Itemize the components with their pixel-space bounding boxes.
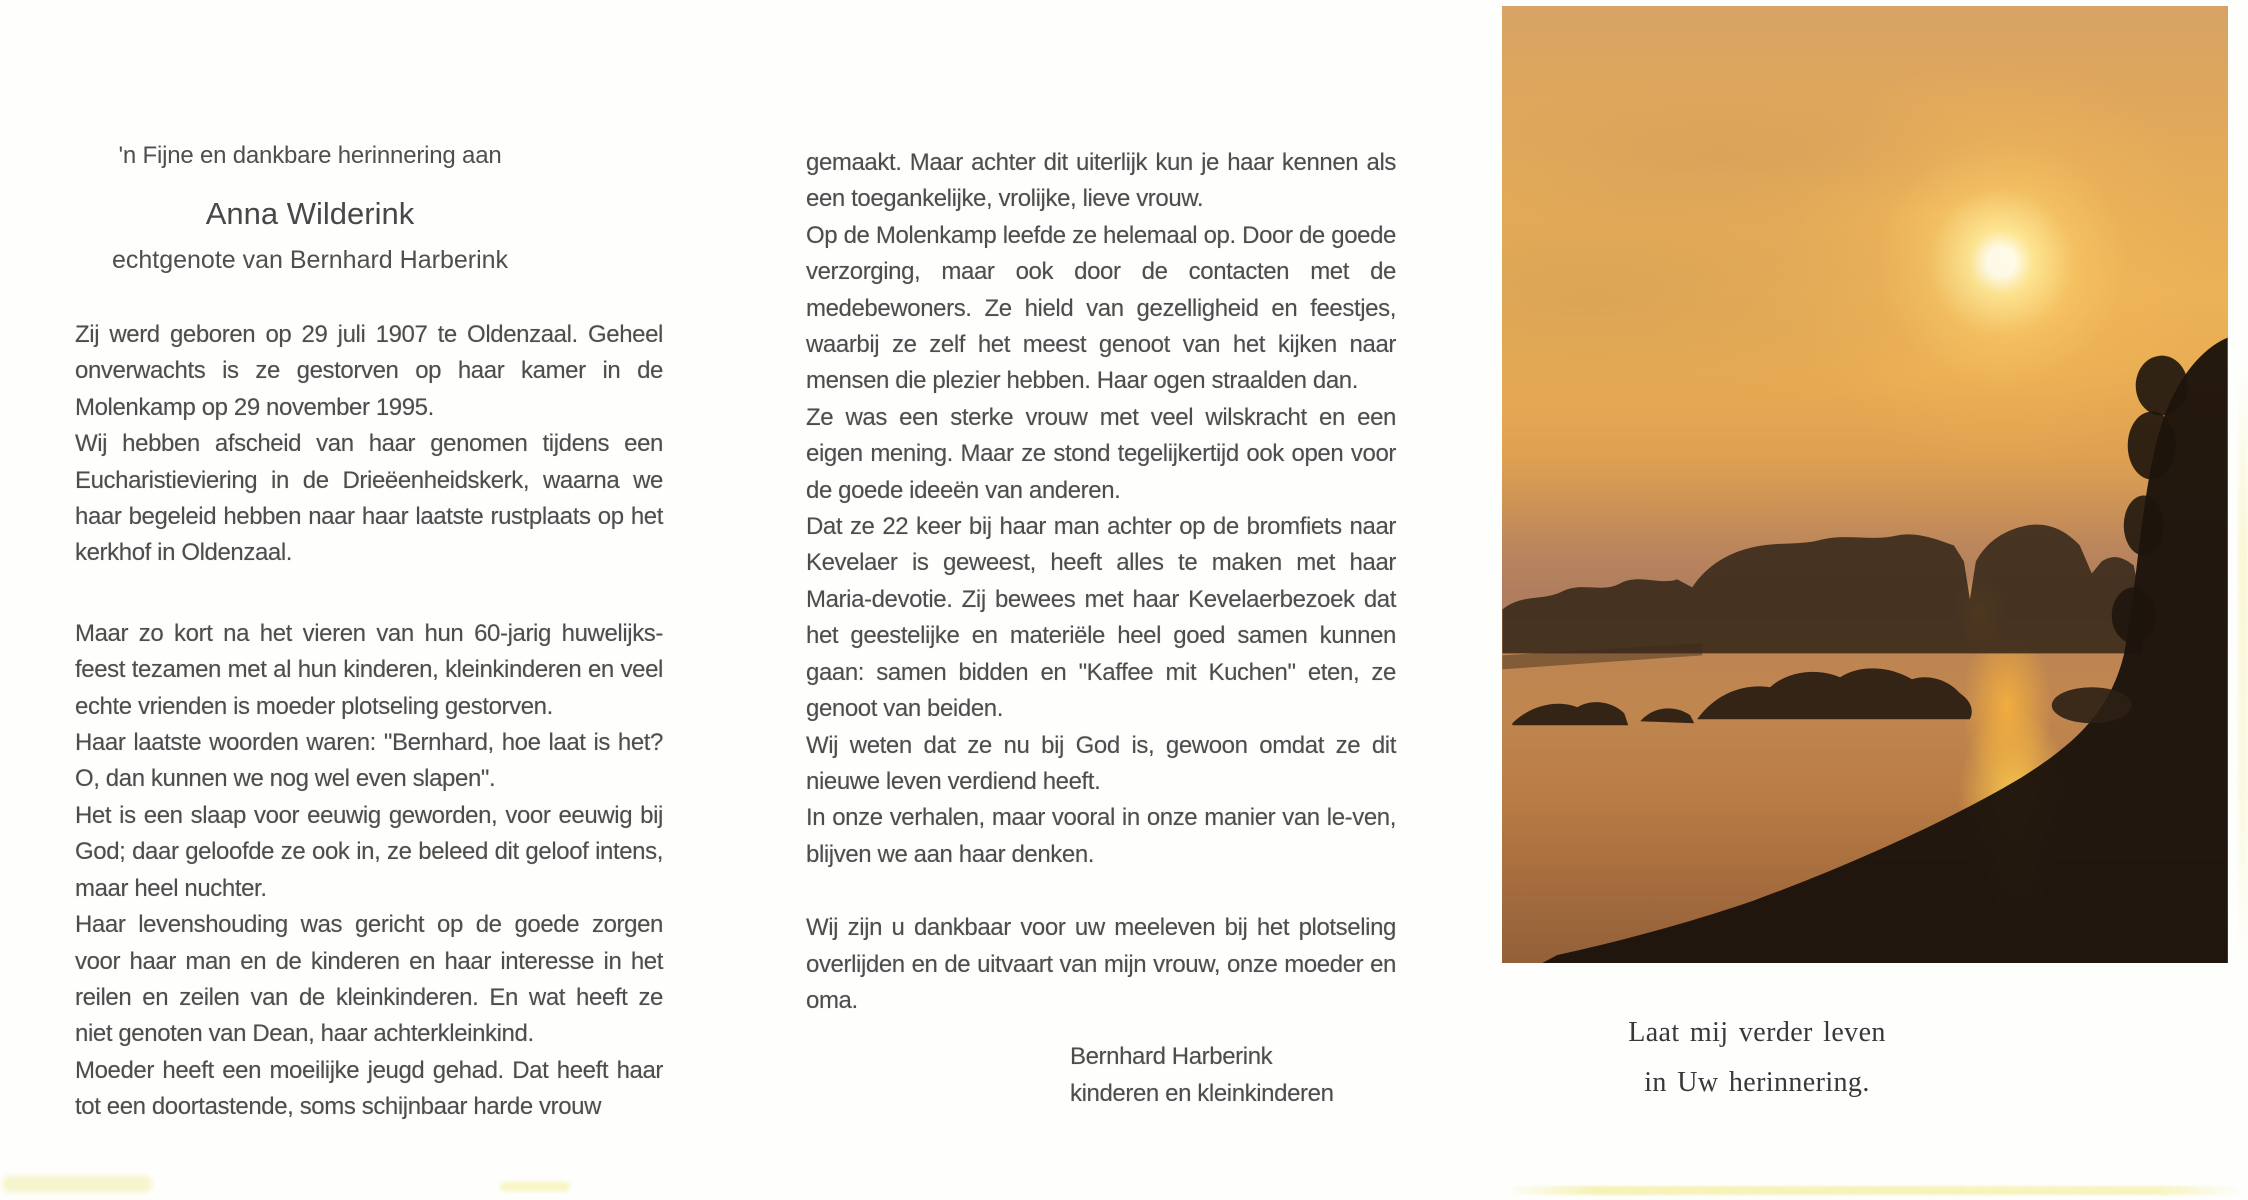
bush-islands-silhouette [1697,668,1972,719]
paragraph: Haar levenshouding was gericht op de goede zorgen voor haar man en de kinderen en haar interesse in het reilen en zeilen van de kleinkinderen. En wat heeft ze niet genoten van Dean, haar achterkleinkind. [75,911,663,1048]
treeline-silhouette [1502,525,2141,654]
scan-artifact-bottom-strip [1505,1186,2245,1195]
paragraph: Ze was een sterke vrouw met veel wilskracht en een eigen mening. Maar ze stond tegelijkertijd ook open voor de goede ideeën van anderen. [806,403,1396,504]
signoff [806,1039,1396,1112]
paragraph: Dat ze 22 keer bij haar man achter op de bromfiets naar Kevelaer is geweest, heeft alles te maken met haar Maria-devotie. Zij bewees met haar Kevelaerbezoek dat het geestelijke en materiële heel goed samen kunnen gaan: samen bidden en "Kaffee mit Kuchen" eten, ze genoot van beiden. [806,513,1396,723]
paragraph: kinderen en kleinkinderen [1070,1079,1334,1107]
paragraph: Op de Molenkamp leefde ze helemaal op. Door de goede verzorging, maar ook door de contacten met de medebewoners. Ze hield van gezelligheid en feestjes, waarbij ze zelf het meest genoot van het kijken naar mensen die plezier hebben. Haar ogen straalden dan. [806,221,1396,395]
sunset-photo [1502,6,2228,963]
left-paragraph-block-1 [75,317,663,572]
caption [1502,1008,2012,1108]
intro-line: 'n Fijne en dankbare herinnering aan [118,142,502,169]
paragraph: Zij werd geboren op 29 juli 1907 te Oldenzaal. Geheel onverwachts is ze gestorven op haar kamer in de Molenkamp op 29 november 1995. [75,321,663,421]
scan-artifact-right-edge [2238,360,2248,980]
middle-paragraph-block-1 [806,145,1396,873]
left-column [75,139,663,1126]
paragraph: gemaakt. Maar achter dit uiterlijk kun je haar kennen als een toegankelijke, vrolijke, lieve vrouw. [806,149,1396,213]
middle-paragraph-block-2 [806,910,1396,1019]
paragraph: Bernhard Harberink [1070,1043,1273,1071]
spouse-line: echtgenote van Bernhard Harberink [111,246,509,274]
paragraph: Wij weten dat ze nu bij God is, gewoon omdat ze dit nieuwe leven verdiend heeft. [806,731,1396,795]
middle-column [806,145,1396,1112]
paragraph: In onze verhalen, maar vooral in onze manier van le-ven, blijven we aan haar denken. [806,804,1396,868]
scan-artifact-mid-smudge [500,1182,570,1191]
deceased-name: Anna Wilderink [205,196,415,231]
paragraph: Wij zijn u dankbaar voor uw meeleven bij het plotseling overlijden en de uitvaart van mijn vrouw, onze moeder en oma. [806,914,1396,1014]
paragraph: Het is een slaap voor eeuwig geworden, voor eeuwig bij God; daar geloofde ze ook in, ze beleed dit geloof intens, maar heel nuchter. [75,801,663,902]
silhouette-graphics [1502,6,2228,963]
caption-line-2: in Uw herinnering. [1644,1067,1870,1098]
memorial-header [75,139,545,277]
scan-artifact-left-smudge [2,1176,152,1192]
paragraph: Haar laatste woorden waren: "Bernhard, hoe laat is het? O, dan kunnen we nog wel even slapen". [75,729,663,793]
left-paragraph-block-2 [75,616,663,1126]
paragraph: Maar zo kort na het vieren van hun 60-jarig huwelijks-feest tezamen met al hun kinderen, kleinkinderen en veel echte vrienden is moeder plotseling gestorven. [75,619,663,720]
caption-line-1: Laat mij verder leven [1628,1017,1886,1048]
paragraph: Wij hebben afscheid van haar genomen tijdens een Eucharistieviering in de Drieëenheidskerk, waarna we haar begeleid hebben naar haar laatste rustplaats op het kerkhof in Oldenzaal. [75,430,663,567]
paragraph: Moeder heeft een moeilijke jeugd gehad. Dat heeft haar tot een doortastende, soms schijnbaar harde vrouw [75,1056,663,1121]
